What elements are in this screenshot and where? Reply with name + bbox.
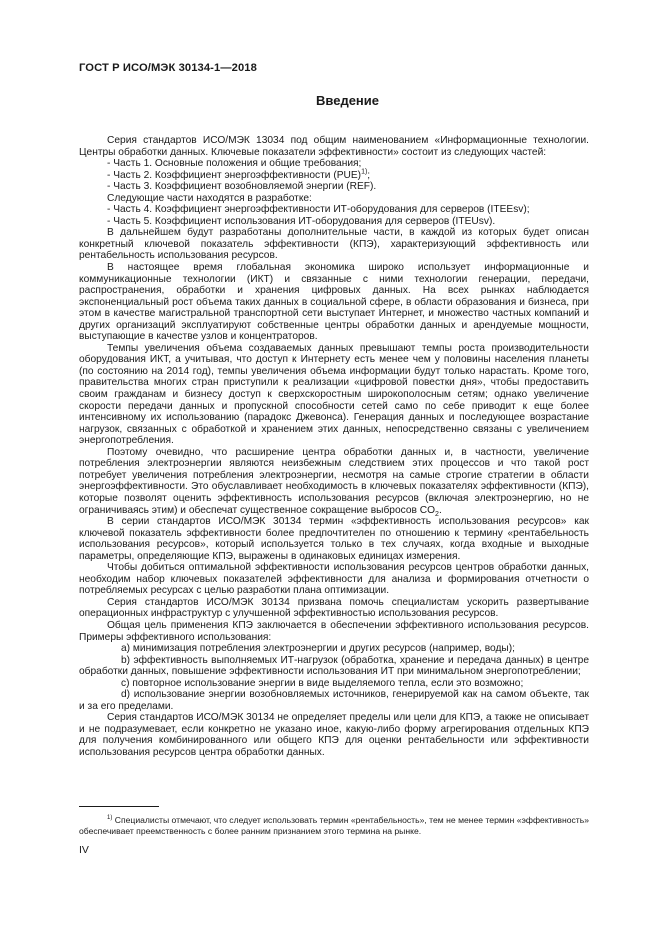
body-text — [79, 135, 589, 759]
list-item: c) повторное использование энергии в виде выделяемого тепла, если это возможно; — [121, 677, 524, 689]
subscript: 2 — [435, 510, 439, 518]
list-item-text: - Часть 2. Коэффициент энергоэффективности (PUE) — [107, 169, 362, 181]
paragraph: Серия стандартов ИСО/МЭК 13034 под общим наименованием «Информационные технологии. Центры обработки данных. Ключевые показатели эффективности» состоит из следующих частей: — [79, 135, 589, 158]
list-item-tail: ; — [367, 169, 371, 181]
paragraph-text: Поэтому очевидно, что расширение центра обработки данных и, в частности, увеличение потребления электроэнергии являются неизбежным следствием этих процессов и что такой рост потребует увеличения потребления электроэнергии, несмотря на самые строгие стратегии в области энергоэффективности. Это обуславливает необходимость в ключевых показателях эффективности (КПЭ), которые позволят оценить эффективность использования ресурсов (включая электроэнергию, но не ограничиваясь этим) и обеспечат существенное сокращение выбросов CO — [79, 446, 589, 516]
paragraph: Чтобы добиться оптимальной эффективности использования ресурсов центров обработки данных, необходим набор ключевых показателей эффективности для анализа и формирования отчетности о потребляемых ресурсах с целью разработки плана оптимизации. — [79, 562, 589, 597]
paragraph: Серия стандартов ИСО/МЭК 30134 не определяет пределы или цели для КПЭ, а также не описывает и не подразумевает, если конкретно не указано иное, какую-либо форму агрегирования отдельных КПЭ для получения комбинированного или общего КПЭ для оценки рентабельности или эффективности использования ресурсов центра обработки данных. — [79, 712, 589, 758]
footnote-marker: 1) — [107, 815, 113, 822]
list-item: - Часть 5. Коэффициент использования ИТ-оборудования для серверов (ITEUsv). — [107, 215, 496, 227]
paragraph: Следующие части находятся в разработке: — [107, 192, 312, 204]
paragraph: Темпы увеличения объема создаваемых данных превышают темпы роста производительности оборудования ИКТ, а учитывая, что доступ к Интернету есть менее чем у половины населения планеты (по состоянию на 2014 год), темпы увеличения объема информации будут только нарастать. Кроме того, правительства многих стран приступили к реализации «цифровой повестки дня», чтобы предоставить своим гражданам и бизнесу доступ к сверхскоростным широкополосным сетям; однако увеличение скорости передачи данных и пропускной способности сетей само по себе приводит к еще более интенсивному их использованию (парадокс Джевонса). Генерация данных и последующее возрастание нагрузок, связанных с обработкой и хранением этих данных, непосредственно связаны с увеличением энергопотребления. — [79, 342, 589, 447]
paragraph: В дальнейшем будут разработаны дополнительные части, в каждой из которых будет описан конкретный ключевой показатель эффективности (КПЭ), характеризующий эффективность или рентабельность использования ресурсов. — [79, 227, 589, 262]
list-item: - Часть 3. Коэффициент возобновляемой энергии (REF). — [107, 181, 377, 193]
list-item: b) эффективность выполняемых ИТ-нагрузок (обработка, хранение и передача данных) в центре обработки данных, повышение эффективности использования ИТ при минимальном энергопотреблении; — [79, 654, 589, 678]
list-item: d) использование энергии возобновляемых источников, генерируемой как на самом объекте, так и за его пределами. — [79, 689, 589, 712]
footnote — [79, 815, 589, 837]
paragraph — [79, 447, 589, 516]
paragraph: В настоящее время глобальная экономика широко использует информационные и коммуникационные технологии (ИКТ) и связанные с ними технологии генерации, передачи, распространения, обработки и хранения цифровых данных. На всех рынках наблюдается экспоненциальный рост объема таких данных в социальной сфере, в области образования и бизнеса, при этом в качестве магистральной транспортной сети выступает Интернет, и множество частных компаний и других организаций эксплуатируют собственные центры обработки данных и арендуемые мощности, выступающие в качестве узлов и концентраторов. — [79, 262, 589, 343]
section-title: Введение — [316, 93, 379, 108]
paragraph: Серия стандартов ИСО/МЭК 30134 призвана помочь специалистам ускорить развертывание операционных инфраструктур с улучшенной эффективностью использования ресурсов. — [79, 596, 589, 620]
document-header: ГОСТ Р ИСО/МЭК 30134-1—2018 — [79, 62, 257, 74]
list-item: a) минимизация потребления электроэнергии и других ресурсов (например, воды); — [121, 643, 515, 655]
page-number: IV — [79, 844, 89, 856]
list-item — [79, 170, 589, 182]
footnote-ref: 1) — [361, 168, 368, 176]
paragraph: В серии стандартов ИСО/МЭК 30134 термин «эффективность использования ресурсов» как ключевой показатель эффективности более предпочтителен по отношению к термину «рентабельность использования ресурсов», который используется только в тех случаях, когда входные и выходные параметры, определяющие КПЭ, выражены в одинаковых единицах измерения. — [79, 516, 589, 562]
list-item: - Часть 4. Коэффициент энергоэффективности ИТ-оборудования для серверов (ITEEsv); — [107, 204, 530, 216]
footnote-text: Специалисты отмечают, что следует использовать термин «рентабельность», тем не менее термин «эффективность» обеспечивает преемственность с более ранним признанием этого термина на рынке. — [79, 815, 589, 836]
footnote-divider — [79, 806, 159, 807]
paragraph-tail: . — [438, 504, 442, 516]
list-item: - Часть 1. Основные положения и общие требования; — [107, 158, 362, 170]
paragraph: Общая цель применения КПЭ заключается в обеспечении эффективного использования ресурсов. Примеры эффективного использования: — [79, 619, 589, 643]
